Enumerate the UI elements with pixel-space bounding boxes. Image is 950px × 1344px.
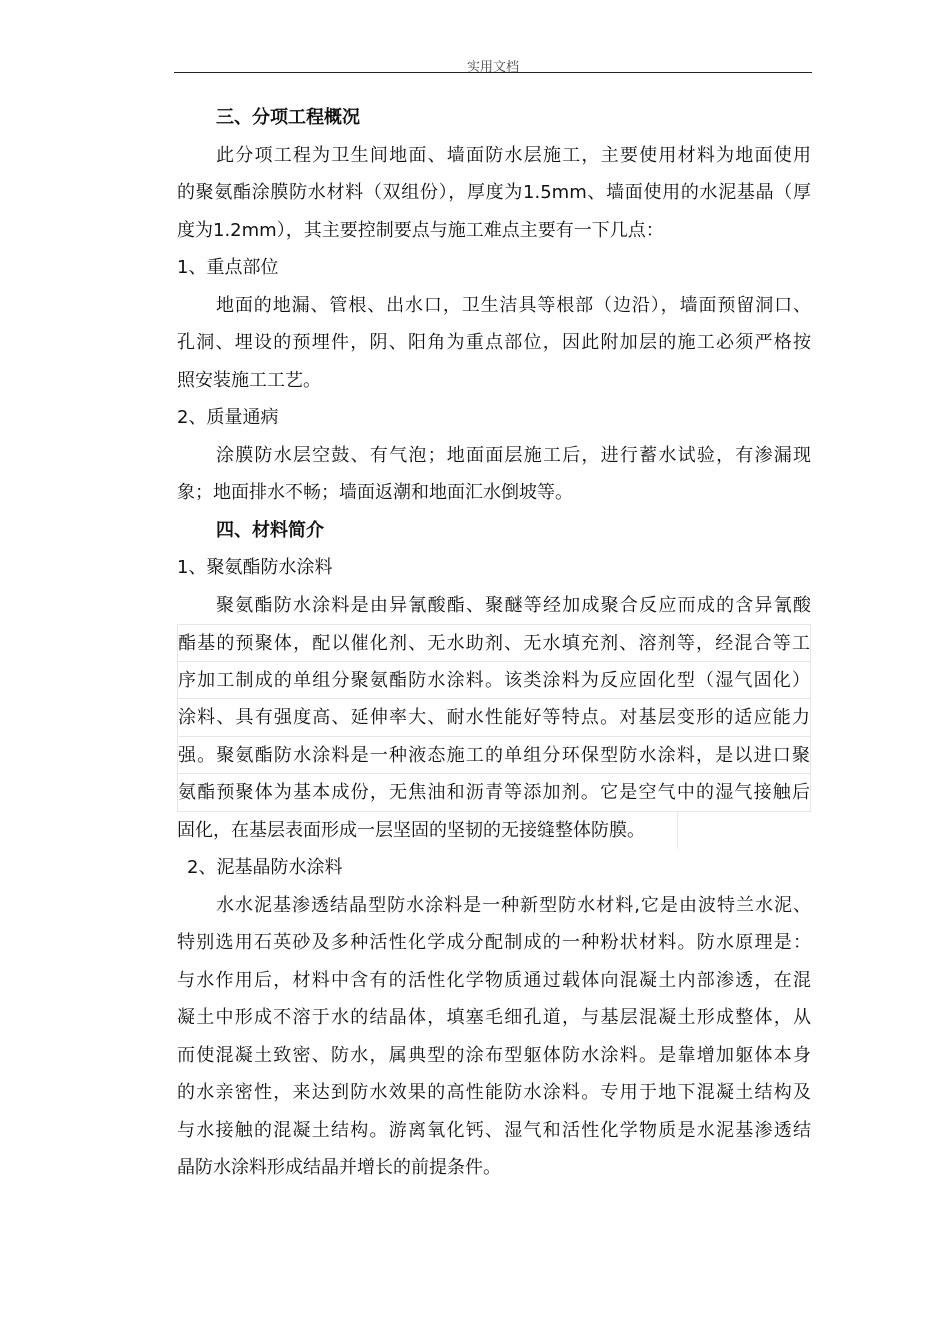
paragraph-line: 的聚氨酯涂膜防水材料（双组份），厚度为1.5mm、墙面使用的水泥基晶（厚: [177, 182, 811, 203]
document-body: [177, 99, 811, 1187]
paragraph-line: [177, 812, 811, 850]
paragraph-line: 与水作用后，材料中含有的活性化学物质通过载体向混凝土内部渗透，在混: [177, 969, 811, 991]
paragraph-line: 酯基的预聚体，配以催化剂、无水助剂、无水填充剂、溶剂等，经混合等工: [177, 624, 811, 662]
paragraph-line: 序加工制成的单组分聚氨酯防水涂料。该类涂料为反应固化型（湿气固化）: [177, 662, 811, 700]
page-header: 实用文档: [466, 60, 519, 75]
header-divider: [174, 72, 812, 73]
paragraph-line: 涂膜防水层空鼓、有气泡；地面面层施工后，进行蓄水试验，有渗漏现: [216, 444, 811, 466]
paragraph-line: 而使混凝土致密、防水，属典型的涂布型躯体防水涂料。是靠增加躯体本身: [177, 1044, 811, 1066]
paragraph-line: 凝土中形成不溶于水的结晶体，填塞毛细孔道，与基层混凝土形成整体，从: [177, 1007, 811, 1028]
paragraph-line: 度为1.2mm），其主要控制要点与施工难点主要有一下几点：: [177, 219, 664, 241]
section-heading-3: 三、分项工程概况: [216, 107, 360, 128]
subheading-cement-crystalline: 2、泥基晶防水涂料: [187, 857, 343, 878]
paragraph-line: 此分项工程为卫生间地面、墙面防水层施工，主要使用材料为地面使用: [216, 144, 811, 166]
subheading-quality-issues: 2、质量通病: [177, 407, 279, 428]
paragraph-line: 水水泥基渗透结晶型防水涂料是一种新型防水材料,它是由波特兰水泥、: [216, 894, 811, 916]
paragraph-line: 与水接触的混凝土结构。游离氧化钙、湿气和活性化学物质是水泥基渗透结: [177, 1119, 811, 1141]
paragraph-line: 特别选用石英砂及多种活性化学成分配制成的一种粉状材料。防水原理是：: [177, 932, 811, 953]
paragraph-line: 象；地面排水不畅；墙面返潮和地面汇水倒坡等。: [177, 482, 573, 503]
paragraph-line: 的水亲密性，来达到防水效果的高性能防水涂料。专用于地下混凝土结构及: [177, 1082, 811, 1103]
paragraph-line: 地面的地漏、管根、出水口，卫生洁具等根部（边沿），墙面预留洞口、: [216, 294, 811, 316]
paragraph-line: 晶防水涂料形成结晶并增长的前提条件。: [177, 1157, 501, 1178]
paragraph-line: 孔洞、埋设的预埋件，阴、阳角为重点部位，因此附加层的施工必须严格按: [177, 332, 811, 353]
paragraph-line: 氨酯预聚体为基本成份，无焦油和沥青等添加剂。它是空气中的湿气接触后: [177, 774, 811, 812]
paragraph-line: 涂料、具有强度高、延伸率大、耐水性能好等特点。对基层变形的适应能力: [177, 699, 811, 737]
paragraph-line: 照安装施工工艺。: [177, 369, 321, 391]
subheading-key-parts: 1、重点部位: [177, 257, 279, 278]
paragraph-line-text: 固化，在基层表面形成一层坚固的坚韧的无接缝整体防膜。: [177, 812, 678, 850]
paragraph-line: 强。聚氨酯防水涂料是一种液态施工的单组分环保型防水涂料，是以进口聚: [177, 737, 811, 775]
paragraph-line: 聚氨酯防水涂料是由异氰酸酯、聚醚等经加成聚合反应而成的含异氰酸: [216, 594, 811, 616]
section-heading-4: 四、材料简介: [216, 519, 324, 541]
subheading-polyurethane: 1、聚氨酯防水涂料: [177, 557, 333, 578]
